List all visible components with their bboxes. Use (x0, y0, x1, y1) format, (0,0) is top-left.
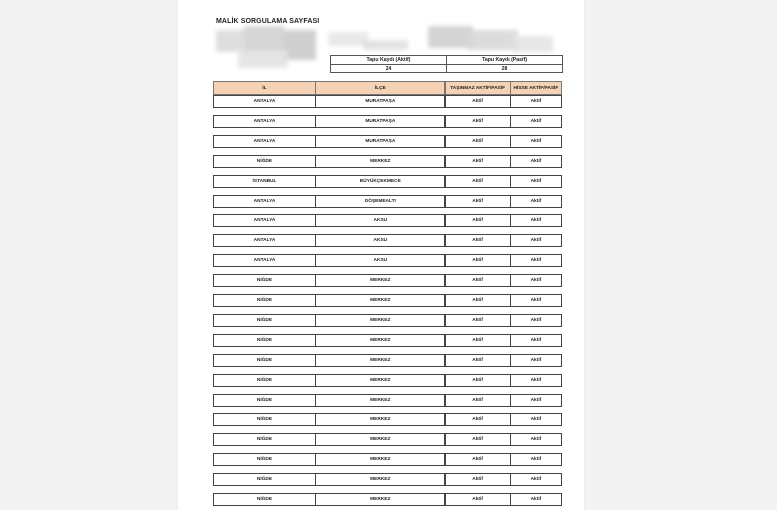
table-row (213, 413, 563, 426)
cell-il: NİĞDE (213, 155, 316, 168)
cell-ilce: MERKEZ (315, 413, 445, 426)
cell-ilce: MERKEZ (315, 374, 445, 387)
table-row (213, 274, 563, 287)
cell-ilce: MERKEZ (315, 453, 445, 466)
table-row (213, 155, 563, 168)
cell-ilce: MERKEZ (315, 493, 445, 506)
cell-hisse: Aktif (510, 334, 562, 347)
cell-tasinmaz: Aktif (445, 294, 511, 307)
cell-hisse: Aktif (510, 274, 562, 287)
cell-tasinmaz: Aktif (445, 274, 511, 287)
cell-il: NİĞDE (213, 413, 316, 426)
cell-ilce: AKSU (315, 214, 445, 227)
cell-ilce: MERKEZ (315, 473, 445, 486)
cell-tasinmaz: Aktif (445, 354, 511, 367)
cell-il: NİĞDE (213, 473, 316, 486)
cell-il: NİĞDE (213, 433, 316, 446)
table-row (213, 135, 563, 148)
cell-hisse: Aktif (510, 433, 562, 446)
cell-ilce: MERKEZ (315, 334, 445, 347)
cell-il: ANTALYA (213, 135, 316, 148)
cell-tasinmaz: Aktif (445, 155, 511, 168)
cell-hisse: Aktif (510, 155, 562, 168)
cell-il: NİĞDE (213, 354, 316, 367)
cell-ilce: BÜYÜKÇEKMECE (315, 175, 445, 188)
cell-hisse: Aktif (510, 473, 562, 486)
cell-il: NİĞDE (213, 453, 316, 466)
header-il: İL (213, 81, 316, 95)
cell-hisse: Aktif (510, 195, 562, 208)
document-page (178, 0, 584, 510)
cell-tasinmaz: Aktif (445, 314, 511, 327)
cell-il: NİĞDE (213, 274, 316, 287)
table-row (213, 394, 563, 407)
cell-tasinmaz: Aktif (445, 493, 511, 506)
cell-tasinmaz: Aktif (445, 175, 511, 188)
cell-il: NİĞDE (213, 294, 316, 307)
cell-ilce: MERKEZ (315, 294, 445, 307)
cell-ilce: MERKEZ (315, 433, 445, 446)
cell-il: İSTANBUL (213, 175, 316, 188)
table-row (213, 175, 563, 188)
passive-label: Tapu Kaydı (Pasif) (447, 56, 563, 65)
table-row (213, 234, 563, 247)
cell-hisse: Aktif (510, 214, 562, 227)
cell-tasinmaz: Aktif (445, 115, 511, 128)
cell-il: ANTALYA (213, 254, 316, 267)
cell-tasinmaz: Aktif (445, 95, 511, 108)
cell-tasinmaz: Aktif (445, 413, 511, 426)
cell-ilce: MERKEZ (315, 155, 445, 168)
cell-ilce: MERKEZ (315, 354, 445, 367)
cell-ilce: MERKEZ (315, 394, 445, 407)
cell-tasinmaz: Aktif (445, 234, 511, 247)
cell-tasinmaz: Aktif (445, 394, 511, 407)
cell-il: ANTALYA (213, 95, 316, 108)
cell-ilce: MURATPAŞA (315, 95, 445, 108)
cell-hisse: Aktif (510, 374, 562, 387)
active-label: Tapu Kaydı (Aktif) (331, 56, 447, 65)
passive-count: 28 (447, 65, 563, 73)
cell-tasinmaz: Aktif (445, 334, 511, 347)
active-count: 24 (331, 65, 447, 73)
cell-hisse: Aktif (510, 175, 562, 188)
cell-tasinmaz: Aktif (445, 254, 511, 267)
cell-ilce: AKSU (315, 234, 445, 247)
cell-hisse: Aktif (510, 413, 562, 426)
cell-tasinmaz: Aktif (445, 374, 511, 387)
cell-hisse: Aktif (510, 115, 562, 128)
cell-tasinmaz: Aktif (445, 214, 511, 227)
cell-il: NİĞDE (213, 334, 316, 347)
table-row (213, 493, 563, 506)
cell-hisse: Aktif (510, 254, 562, 267)
cell-hisse: Aktif (510, 95, 562, 108)
cell-il: ANTALYA (213, 214, 316, 227)
table-row (213, 254, 563, 267)
table-row (213, 314, 563, 327)
table-row (213, 473, 563, 486)
cell-il: NİĞDE (213, 394, 316, 407)
cell-ilce: MURATPAŞA (315, 135, 445, 148)
table-row (213, 354, 563, 367)
cell-tasinmaz: Aktif (445, 135, 511, 148)
table-header (213, 81, 563, 94)
table-row (213, 95, 563, 108)
cell-hisse: Aktif (510, 294, 562, 307)
cell-il: ANTALYA (213, 115, 316, 128)
cell-ilce: MURATPAŞA (315, 115, 445, 128)
header-hisse: HİSSE AKTİF/PASİF (510, 81, 562, 95)
cell-hisse: Aktif (510, 453, 562, 466)
cell-hisse: Aktif (510, 135, 562, 148)
cell-il: NİĞDE (213, 374, 316, 387)
cell-hisse: Aktif (510, 314, 562, 327)
table-row (213, 374, 563, 387)
cell-il: NİĞDE (213, 314, 316, 327)
table-row (213, 195, 563, 208)
cell-ilce: DÖŞEMEALTI (315, 195, 445, 208)
cell-tasinmaz: Aktif (445, 433, 511, 446)
table-row (213, 115, 563, 128)
cell-ilce: MERKEZ (315, 274, 445, 287)
cell-hisse: Aktif (510, 354, 562, 367)
cell-ilce: AKSU (315, 254, 445, 267)
summary-table (330, 55, 563, 73)
cell-hisse: Aktif (510, 493, 562, 506)
cell-il: ANTALYA (213, 195, 316, 208)
table-row (213, 334, 563, 347)
header-ilce: İLÇE (315, 81, 445, 95)
cell-tasinmaz: Aktif (445, 453, 511, 466)
table-row (213, 214, 563, 227)
page-title: MALİK SORGULAMA SAYFASI (216, 18, 320, 25)
cell-ilce: MERKEZ (315, 314, 445, 327)
cell-hisse: Aktif (510, 234, 562, 247)
header-tasinmaz: TAŞINMAZ AKTİF/PASİF (445, 81, 511, 95)
table-row (213, 294, 563, 307)
cell-tasinmaz: Aktif (445, 473, 511, 486)
cell-tasinmaz: Aktif (445, 195, 511, 208)
cell-il: ANTALYA (213, 234, 316, 247)
cell-il: NİĞDE (213, 493, 316, 506)
table-row (213, 433, 563, 446)
cell-hisse: Aktif (510, 394, 562, 407)
table-row (213, 453, 563, 466)
